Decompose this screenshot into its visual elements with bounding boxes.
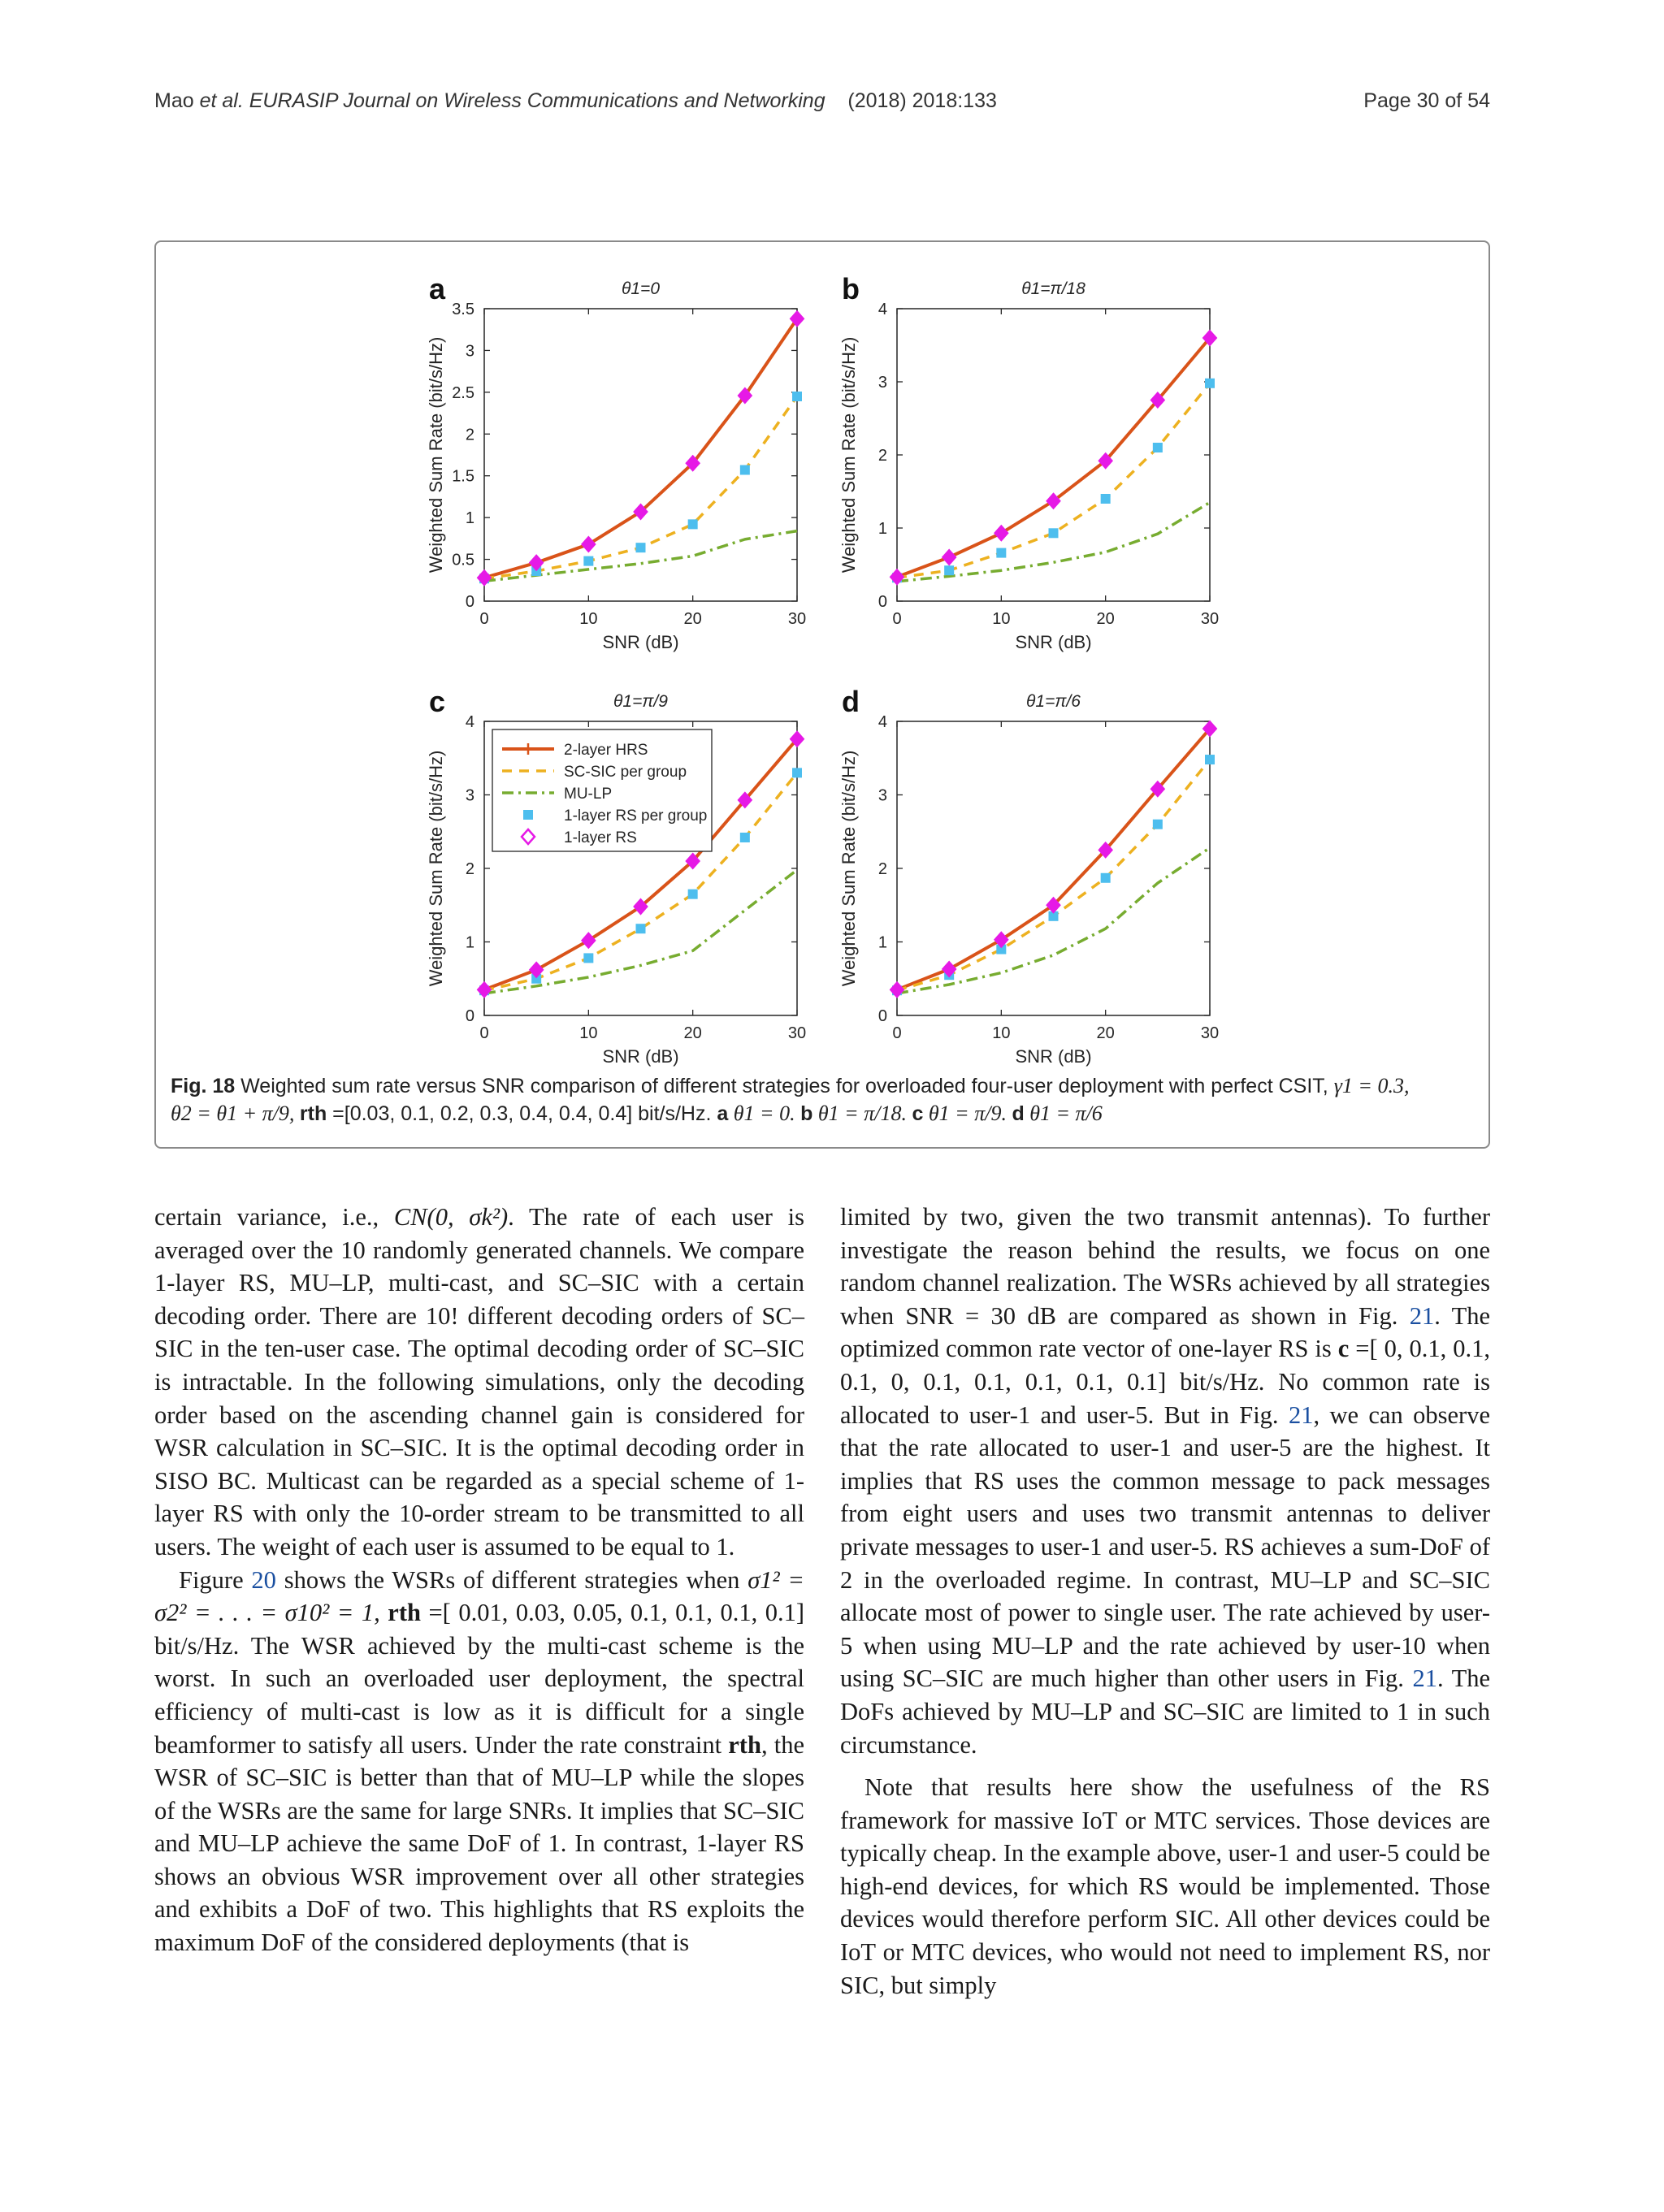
legend-swatch-marker-3 (523, 810, 533, 820)
panel-b-series-3-point (1205, 379, 1215, 388)
panel-c-xlabel: SNR (dB) (602, 1046, 679, 1067)
panel-a-series-3-point (688, 519, 698, 529)
panel-d-ytick-label: 2 (878, 860, 887, 878)
panel-a-ytick-label: 1.5 (452, 467, 474, 486)
panel-b-series-line-1 (897, 383, 1210, 578)
panel-b-ytick-label: 3 (878, 374, 887, 392)
panel-c-xtick-label: 10 (579, 1024, 598, 1042)
panel-a-xtick-label: 20 (683, 610, 702, 628)
caption-label: Fig. 18 (171, 1075, 236, 1097)
figure-20-link[interactable]: 20 (251, 1565, 276, 1594)
legend-label-0: 2-layer HRS (564, 742, 648, 759)
panel-c-letter: c (429, 685, 446, 718)
panel-c-xtick-label: 30 (787, 1024, 807, 1042)
figure-charts (156, 242, 1488, 1071)
panel-b-xlabel: SNR (dB) (1015, 632, 1092, 652)
panel-d-ytick-label: 3 (878, 786, 887, 805)
panel-c-ytick-label: 3 (465, 786, 474, 805)
panel-c-title: θ1=π/9 (613, 692, 668, 711)
panel-a-axes-box (484, 309, 797, 601)
body-right-column (840, 1201, 1490, 2002)
panel-a-ytick-label: 2 (465, 426, 474, 444)
running-header (154, 89, 1490, 122)
figure-18 (154, 240, 1490, 1149)
panel-d-series-3-point (1101, 873, 1111, 883)
panel-b-xtick-label: 10 (992, 610, 1011, 628)
panel-b-ytick-label: 0 (878, 593, 887, 611)
panel-c-series-3-point (688, 890, 698, 899)
panel-d-xtick-label: 20 (1096, 1024, 1115, 1042)
panel-a-ytick-label: 3 (465, 342, 474, 361)
panel-d-title: θ1=π/6 (1026, 692, 1081, 711)
body-left-column (154, 1201, 804, 1959)
panel-a-ytick-label: 0.5 (452, 551, 474, 569)
legend-label-3: 1-layer RS per group (564, 807, 708, 825)
panel-b-series-4-point (994, 526, 1008, 540)
panel-b-ytick-label: 1 (878, 520, 887, 538)
panel-a-ytick-label: 1 (465, 509, 474, 528)
panel-a-xlabel: SNR (dB) (602, 632, 679, 652)
figure-21-link-3[interactable]: 21 (1412, 1664, 1437, 1693)
panel-b-series-3-point (996, 548, 1006, 558)
panel-c-series-3-point (740, 833, 750, 842)
panel-d-series-line-0 (897, 729, 1210, 989)
panel-d-series-line-1 (897, 760, 1210, 990)
panel-d-ylabel: Weighted Sum Rate (bit/s/Hz) (838, 750, 859, 987)
panel-c-series-3-point (636, 924, 646, 933)
panel-b-ylabel: Weighted Sum Rate (bit/s/Hz) (838, 336, 859, 574)
panel-d-xtick-label: 10 (992, 1024, 1011, 1042)
panel-b-series-line-0 (897, 338, 1210, 577)
header-year: (2018) 2018:133 (847, 89, 997, 112)
right-paragraph-2: Note that results here show the usefulness of the RS framework for massive IoT or MTC services. Those devices are typically cheap. In the example above, user-1 and user-5 could be high-end devices, for which RS would be implemented. Those devices would therefore perform SIC. All other devices could be IoT or MTC devices, who would not need to implement RS, nor SIC, but simply (840, 1773, 1490, 1999)
panel-c-series-3-point (792, 768, 802, 777)
panel-d-letter: d (842, 685, 860, 718)
legend-label-4: 1-layer RS (564, 829, 637, 846)
panel-b-xtick-label: 0 (892, 610, 902, 628)
right-paragraph-1: limited by two, given the two transmit antennas). To further investigate the reason behind the results, we focus on one random channel realization. The WSRs achieved by all strategies when SNR = 30 dB are compared as shown in Fig. 21. The optimized common rate vector of one-layer RS is c =[ 0, 0.1, 0.1, 0.1, 0, 0.1, 0.1, 0.1, 0.1, 0.1] bit/s/Hz. No common rate is allocated to user-1 and user-5. But in Fig. 21, we can observe that the rate allocated to user-1 and user-5 are the highest. It implies that RS uses the common message to pack messages from eight users and uses two transmit antennas to deliver private messages to user-1 and user-5. RS achieves a sum-DoF of 2 in the overloaded regime. In contrast, MU–LP and SC–SIC allocate most of power to single user. The rate achieved by user-5 when using MU–LP and the rate achieved by user-10 when using SC–SIC are much higher than other users in Fig. 21. The DoFs achieved by MU–LP and SC–SIC are limited to 1 in such circumstance. (840, 1203, 1491, 1759)
panel-a-series-3-point (792, 392, 802, 401)
header-journal: EURASIP Journal on Wireless Communications and Networking (243, 89, 826, 112)
panel-b-series-4-point (942, 550, 956, 565)
panel-d-series-3-point (1205, 755, 1215, 764)
panel-b-xtick-label: 30 (1200, 610, 1220, 628)
panel-b-xtick-label: 20 (1096, 610, 1115, 628)
panel-a-series-3-point (583, 556, 593, 566)
panel-a-ytick-label: 0 (465, 593, 474, 611)
panel-a-letter: a (429, 272, 446, 305)
panel-a-title: θ1=0 (621, 279, 661, 298)
panel-a-series-4-point (582, 537, 595, 552)
panel-a-ytick-label: 3.5 (452, 301, 474, 318)
panel-b-series-3-point (944, 565, 954, 575)
panel-a-series-3-point (636, 543, 646, 552)
panel-a-xtick-label: 30 (787, 610, 807, 628)
panel-c-ytick-label: 4 (465, 713, 474, 731)
legend-label-2: MU-LP (564, 786, 613, 803)
panel-b-series-3-point (1049, 528, 1059, 538)
panel-a-xtick-label: 10 (579, 610, 598, 628)
panel-d-ytick-label: 4 (878, 713, 887, 731)
left-paragraph-2: Figure 20 shows the WSRs of different strategies when σ1² = σ2² = . . . = σ10² = 1, rth =[ 0.01, 0.03, 0.05, 0.1, 0.1, 0.1, 0.1] bit/s/Hz. The WSR achieved by the multi-cast scheme is the worst. In such an overloaded user deployment, the spectral efficiency of multi-cast is low as it is difficult for a single beamformer to satisfy all users. Under the rate constraint rth, the WSR of SC–SIC is better than that of MU–LP while the slopes of the WSRs are the same for large SNRs. It implies that SC–SIC and MU–LP achieve the same DoF of 1. In contrast, 1-layer RS shows an obvious WSR improvement over all other strategies and exhibits a DoF of two. This highlights that RS exploits the maximum DoF of the considered deployments (that is (154, 1565, 805, 1957)
panel-d-xtick-label: 0 (892, 1024, 902, 1042)
panel-b-letter: b (842, 272, 860, 305)
panel-d-ytick-label: 1 (878, 933, 887, 952)
panel-a-series-3-point (740, 465, 750, 475)
panel-a-ytick-label: 2.5 (452, 383, 474, 402)
panel-c-ytick-label: 0 (465, 1007, 474, 1025)
panel-c-ytick-label: 1 (465, 933, 474, 952)
figure-21-link-1[interactable]: 21 (1409, 1301, 1435, 1330)
panel-c-series-3-point (583, 953, 593, 963)
panel-b-series-3-point (1153, 443, 1163, 452)
panel-d-xlabel: SNR (dB) (1015, 1046, 1092, 1067)
panel-c-ylabel: Weighted Sum Rate (bit/s/Hz) (426, 750, 446, 987)
panel-c-xtick-label: 0 (479, 1024, 489, 1042)
caption-gamma: γ1 = 0.3, (1333, 1074, 1410, 1097)
figure-caption: Fig. 18 Weighted sum rate versus SNR comparison of different strategies for overloaded four-user deployment with perfect CSIT, γ1 = 0.3, θ2 = θ1 + π/9, rth =[0.03, 0.1, 0.2, 0.3, 0.4, 0.4, 0.4] bit/s/Hz. a θ1 = 0. b θ1 = π/18. c θ1 = π/9. d θ1 = π/6 (171, 1074, 1410, 1125)
header-citation: Mao et al. EURASIP Journal on Wireless Communications and Networking (2018) 2018:133 (154, 89, 997, 112)
panel-c-series-4-point (582, 933, 595, 948)
caption-theta2: θ2 = θ1 + π/9, (171, 1102, 300, 1125)
left-paragraph-1: certain variance, i.e., CN(0, σk²). The rate of each user is averaged over the 10 randomly generated channels. We compare 1-layer RS, MU–LP, multi-cast, and SC–SIC with a certain decoding order. There are 10! different decoding orders of SC–SIC in the ten-user case. The optimal decoding order of SC–SIC is intractable. In the following simulations, only the decoding order based on the ascending channel gain is considered for WSR calculation in SC–SIC. It is the optimal decoding order in SISO BC. Multicast can be regarded as a special scheme of 1-layer RS with only the 10-order stream to be transmitted to all users. The weight of each user is assumed to be equal to 1. (154, 1203, 804, 1561)
figure-21-link-2[interactable]: 21 (1288, 1400, 1314, 1429)
header-page-number: Page 30 of 54 (1363, 89, 1490, 112)
panel-a-ylabel: Weighted Sum Rate (bit/s/Hz) (426, 336, 446, 574)
panel-c-ytick-label: 2 (465, 860, 474, 878)
panel-d-xtick-label: 30 (1200, 1024, 1220, 1042)
legend-label-1: SC-SIC per group (564, 764, 687, 781)
header-etal: et al. (199, 89, 244, 112)
panel-b-ytick-label: 2 (878, 447, 887, 465)
panel-b-series-3-point (1101, 494, 1111, 504)
panel-a-xtick-label: 0 (479, 610, 489, 628)
panel-b-ytick-label: 4 (878, 301, 887, 318)
panel-d-series-3-point (1153, 820, 1163, 829)
panel-b-series-line-2 (897, 503, 1210, 582)
panel-b-title: θ1=π/18 (1021, 279, 1086, 298)
panel-a-series-line-2 (484, 531, 797, 582)
panel-c-xtick-label: 20 (683, 1024, 702, 1042)
panel-d-ytick-label: 0 (878, 1007, 887, 1025)
